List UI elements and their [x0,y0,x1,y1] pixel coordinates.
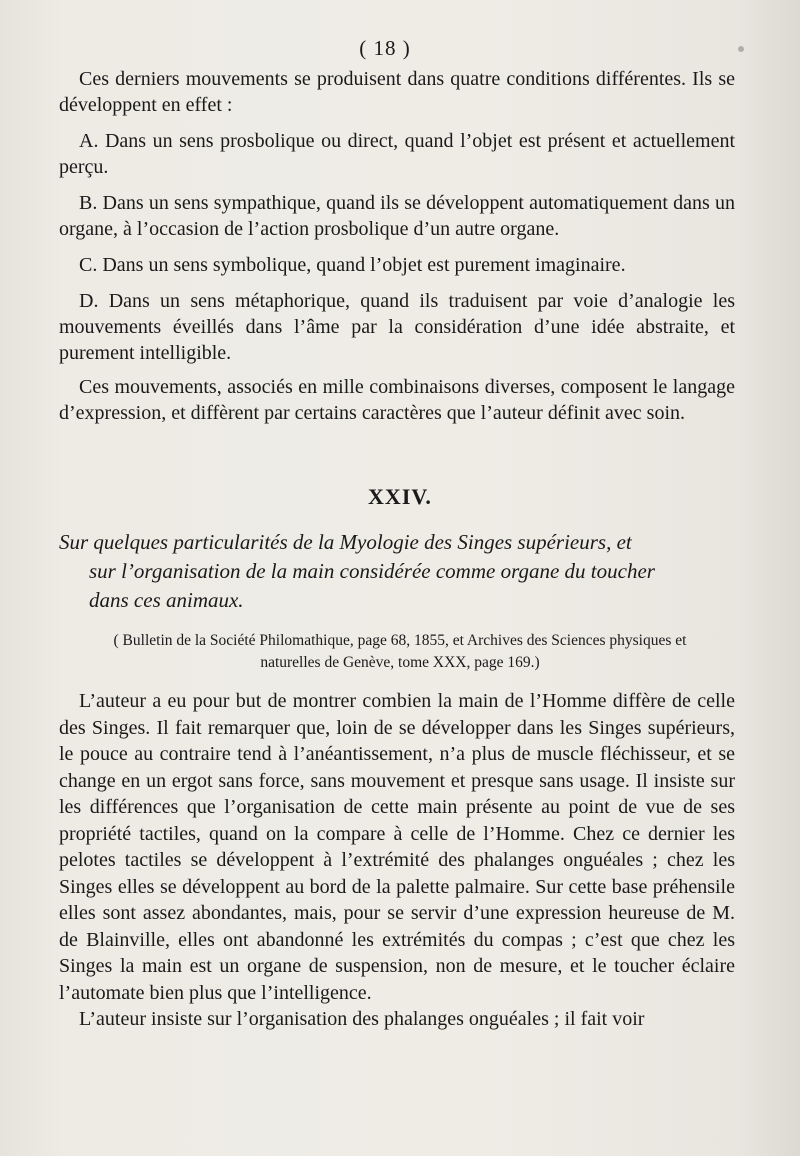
paragraph-last: L’auteur insiste sur l’organisation des phalanges onguéales ; il fait voir [79,1008,645,1030]
top-text-block [59,66,735,426]
paragraph-main: L’auteur a eu pour but de montrer combien la main de l’Homme diffère de celle des Singes. Il fait remarquer que, loin de se développer dans les Singes supérieurs, le pouce au contraire tend à l’anéantissement, n’a plus de muscle fléchisseur, et se change en un ergot sans force, sans mouvement et presque sans usage. Il insiste sur les différences que l’organisation de cette main présente au point de vue de ses propriété tactiles, quand on la compare à celle de l’Homme. Chez ce dernier les pelotes tactiles se développent à l’extrémité des phalanges onguéales ; chez les Singes elles se développent au bord de la palette palmaire. Sur cette base préhensile elles sont assez abondantes, mais, pour se servir d’une expression heureuse de M. de Blainville, elles ont abandonné les extrémités du compas ; c’est que chez les Singes la main est un organe de suspension, non de mesure, et le toucher éclaire l’automate bien plus que l’intelligence. [59,690,735,1004]
paragraph-b: B. Dans un sens sympathique, quand ils se développent automatiquement dans un organe, à l’occasion de l’action prosbolique d’un autre organe. [59,192,735,240]
paragraph-langage: Ces mouvements, associés en mille combinaisons diverses, composent le langage d’expression, et diffèrent par certains caractères que l’auteur définit avec soin. [59,376,735,424]
section-title-line3: dans ces animaux. [89,588,244,612]
section-title-line2: sur l’organisation de la main considérée comme organe du toucher [89,559,655,583]
citation-line2: naturelles de Genève, tome XXX, page 169.) [260,654,540,671]
section-title [59,528,739,615]
paragraph-a: A. Dans un sens prosbolique ou direct, quand l’objet est présent et actuellement perçu. [59,130,735,178]
page-number: ( 18 ) [359,36,411,60]
paragraph-c: C. Dans un sens symbolique, quand l’objet est purement imaginaire. [79,254,626,276]
paragraph-intro: Ces derniers mouvements se produisent dans quatre conditions différentes. Ils se développent en effet : [59,68,735,116]
bottom-text-block [59,688,735,1033]
ink-spot [738,46,744,52]
section-citation [60,630,740,674]
paragraph-d: D. Dans un sens métaphorique, quand ils traduisent par voie d’analogie les mouvements éveillés dans l’âme par la considération d’une idée abstraite, et purement intelligible. [59,290,735,364]
section-number: XXIV. [368,484,432,509]
citation-line1: ( Bulletin de la Société Philomathique, page 68, 1855, et Archives des Sciences physiques et [113,632,687,649]
section-title-line1: Sur quelques particularités de la Myologie des Singes supérieurs, et [59,530,632,554]
